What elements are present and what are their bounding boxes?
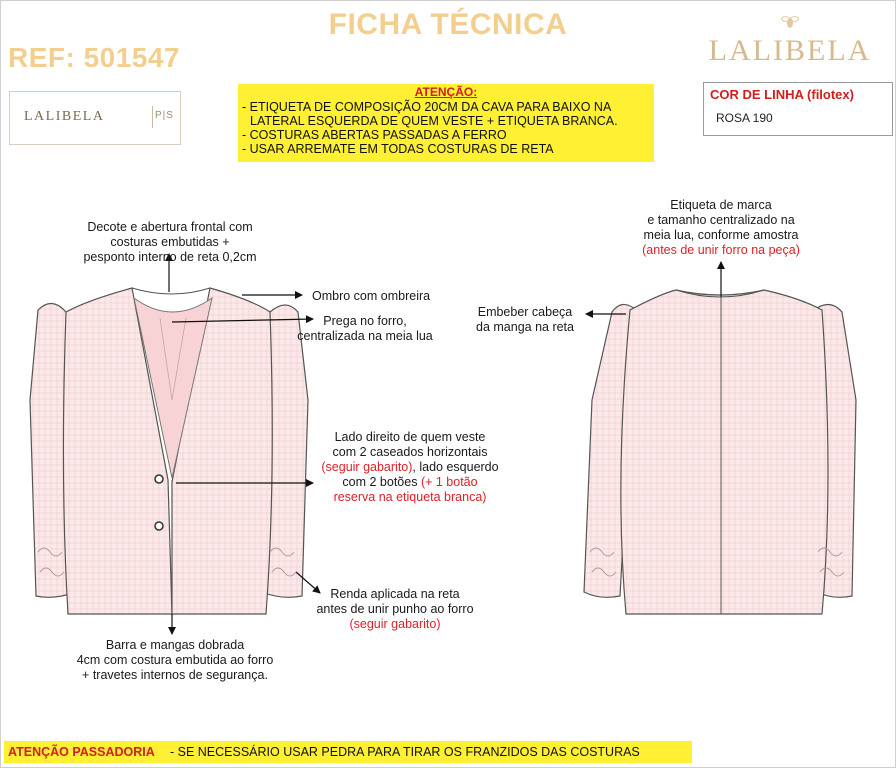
attention-line: - COSTURAS ABERTAS PASSADAS A FERRO <box>242 128 507 142</box>
note-lace: Renda aplicada na reta antes de unir punho ao forro (seguir gabarito) <box>316 587 474 631</box>
attention-line: LATERAL ESQUERDA DE QUEM VESTE + ETIQUETA BRANCA. <box>250 114 618 128</box>
page-title: FICHA TÉCNICA <box>328 8 568 41</box>
note-buttons: Lado direito de quem veste com 2 caseados horizontais (seguir gabarito), lado esquerdo com 2 botões (+ 1 botão reserva na etiqueta branca) <box>321 430 499 504</box>
attention-title: ATENÇÃO: <box>414 85 478 99</box>
ironing-warning-text: - SE NECESSÁRIO USAR PEDRA PARA TIRAR OS FRANZIDOS DAS COSTURAS <box>170 745 640 759</box>
brand-logo: LALIBELA <box>708 34 872 67</box>
note-hem: Barra e mangas dobrada 4cm com costura embutida ao forro + travetes internos de segurança. <box>76 638 274 682</box>
label-brand-name: LALIBELA <box>24 109 105 124</box>
reference-code: REF: 501547 <box>8 42 181 73</box>
attention-line: - USAR ARREMATE EM TODAS COSTURAS DE RETA <box>242 142 554 156</box>
back-body <box>621 290 828 614</box>
note-neckline: Decote e abertura frontal com costuras embutidas + pesponto interno de reta 0,2cm <box>83 220 257 264</box>
thread-color-title: COR DE LINHA (filotex) <box>710 87 854 102</box>
ironing-warning-title: ATENÇÃO PASSADORIA <box>8 745 155 759</box>
front-jacket <box>30 288 308 614</box>
front-button-bottom <box>155 522 163 530</box>
note-shoulder: Ombro com ombreira <box>312 289 431 303</box>
ironing-warning-bar <box>4 741 692 763</box>
thread-color-value: ROSA 190 <box>716 111 773 125</box>
label-tag: P|S <box>155 110 174 121</box>
front-button-top <box>155 475 163 483</box>
note-pleat: Prega no forro, centralizada na meia lua <box>297 314 433 343</box>
note-sleeve-ease: Embeber cabeça da manga na reta <box>476 305 574 334</box>
note-brand-label: Etiqueta de marca e tamanho centralizado na meia lua, conforme amostra (antes de unir forro na peça) <box>642 198 800 257</box>
attention-line: - ETIQUETA DE COMPOSIÇÃO 20CM DA CAVA PARA BAIXO NA <box>242 100 612 114</box>
back-jacket <box>584 290 856 614</box>
